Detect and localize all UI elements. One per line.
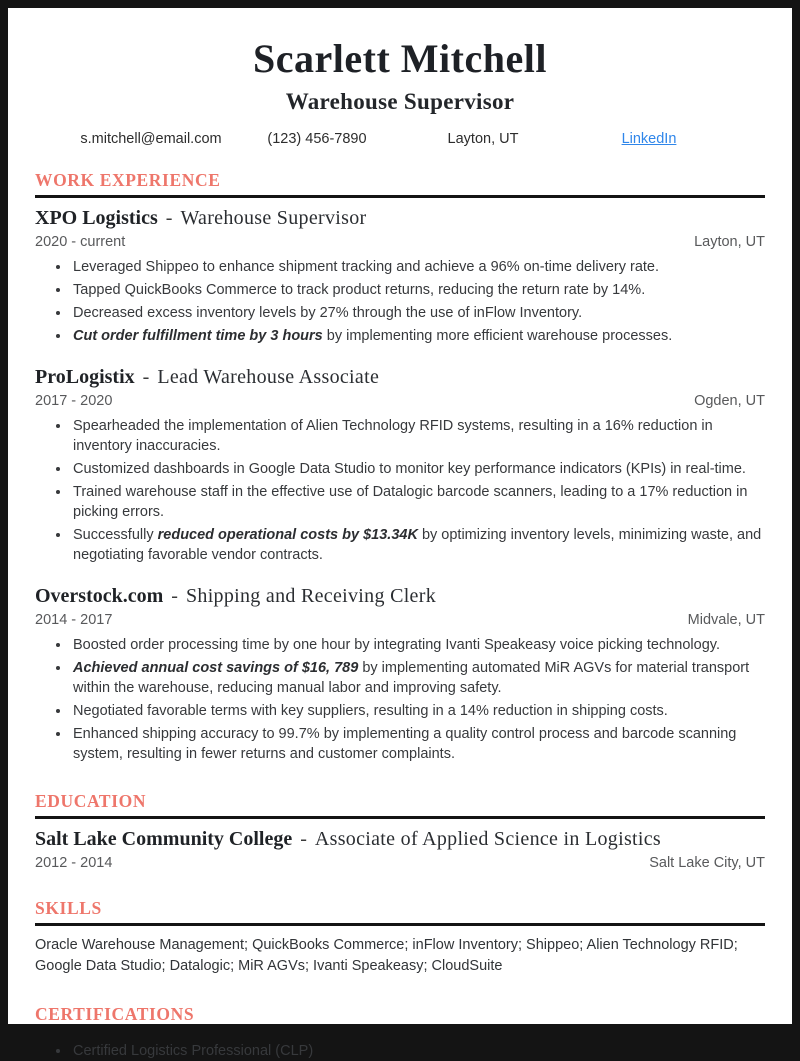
bullet-item [71, 525, 765, 565]
job-separator: - [143, 366, 150, 388]
education-separator: - [300, 828, 307, 850]
job-entry [35, 366, 765, 565]
work-entries [35, 207, 765, 764]
skills-list: Oracle Warehouse Management; QuickBooks Commerce; inFlow Inventory; Shippeo; Alien Technology RFID; Google Data Studio; Datalogic; MiR AGVs; Ivanti Speakeasy; CloudSuite [35, 935, 765, 977]
job-dates: 2020 - current [35, 234, 125, 250]
contact-row [68, 131, 732, 147]
contact-phone: (123) 456-7890 [234, 131, 400, 147]
job-bullets [35, 257, 765, 346]
section-divider [35, 195, 765, 198]
education-meta [35, 855, 765, 871]
bullet-item [71, 257, 765, 277]
bullet-text: Trained warehouse staff in the effective use of Datalogic barcode scanners, leading to a 17% reduction in picking errors. [73, 484, 747, 520]
contact-email: s.mitchell@email.com [68, 131, 234, 147]
section-skills [35, 898, 765, 977]
bullet-text: Customized dashboards in Google Data Studio to monitor key performance indicators (KPIs) in real-time. [73, 461, 746, 477]
section-title-education: EDUCATION [35, 791, 765, 812]
job-dates: 2017 - 2020 [35, 393, 112, 409]
section-title-certifications: CERTIFICATIONS [35, 1004, 765, 1025]
bullet-emphasis: Achieved annual cost savings of $16, 789 [73, 660, 358, 676]
bullet-text: by optimizing inventory levels, minimizing waste, and negotiating favorable vendor contracts. [73, 527, 761, 563]
bullet-item [71, 416, 765, 456]
bullet-text: Leveraged Shippeo to enhance shipment tracking and achieve a 96% on-time delivery rate. [73, 259, 659, 275]
job-role: Lead Warehouse Associate [157, 366, 379, 388]
job-separator: - [166, 207, 173, 229]
job-entry [35, 585, 765, 764]
job-header [35, 207, 765, 230]
job-bullets [35, 635, 765, 764]
job-location: Ogden, UT [694, 393, 765, 409]
bullet-text: Spearheaded the implementation of Alien Technology RFID systems, resulting in a 16% reduction in inventory inaccuracies. [73, 418, 713, 454]
bullet-text: by implementing automated MiR AGVs for material transport within the warehouse, reducing manual labor and improving safety. [73, 660, 749, 696]
bullet-item [71, 635, 765, 655]
job-meta [35, 393, 765, 409]
job-separator: - [171, 585, 178, 607]
job-role: Warehouse Supervisor [180, 207, 366, 229]
education-degree: Associate of Applied Science in Logistics [315, 828, 661, 850]
contact-location: Layton, UT [400, 131, 566, 147]
job-company: Overstock.com [35, 585, 163, 607]
bullet-text: Negotiated favorable terms with key suppliers, resulting in a 14% reduction in shipping costs. [73, 703, 668, 719]
job-header [35, 366, 765, 389]
bullet-text: Successfully [73, 527, 158, 543]
section-work-experience [35, 170, 765, 764]
job-bullets [35, 416, 765, 565]
bullet-emphasis: reduced operational costs by $13.34K [158, 527, 418, 543]
certification-item: • Certified Logistics Professional (CLP) [71, 1041, 765, 1061]
bullet-item [71, 280, 765, 300]
job-entry [35, 207, 765, 346]
education-location: Salt Lake City, UT [649, 855, 765, 871]
job-dates: 2014 - 2017 [35, 612, 112, 628]
bullet-text: Enhanced shipping accuracy to 99.7% by implementing a quality control process and barcode scanning system, resulting in fewer returns and customer complaints. [73, 726, 736, 762]
education-entry [35, 828, 765, 871]
linkedin-link[interactable]: LinkedIn [622, 131, 677, 147]
bullet-emphasis: Cut order fulfillment time by 3 hours [73, 328, 323, 344]
certifications-list [35, 1041, 765, 1061]
candidate-name: Scarlett Mitchell [35, 38, 765, 80]
bullet-item [71, 459, 765, 479]
bullet-text: Boosted order processing time by one hour by integrating Ivanti Speakeasy voice picking technology. [73, 637, 720, 653]
bullet-item [71, 658, 765, 698]
job-meta [35, 234, 765, 250]
section-title-work: WORK EXPERIENCE [35, 170, 765, 191]
bullet-text: Decreased excess inventory levels by 27% through the use of inFlow Inventory. [73, 305, 582, 321]
job-company: XPO Logistics [35, 207, 158, 229]
education-header [35, 828, 765, 851]
section-education [35, 791, 765, 871]
section-divider [35, 816, 765, 819]
section-certifications [35, 1004, 765, 1061]
education-school: Salt Lake Community College [35, 828, 292, 850]
bullet-item [71, 303, 765, 323]
section-title-skills: SKILLS [35, 898, 765, 919]
bullet-text: by implementing more efficient warehouse processes. [323, 328, 673, 344]
job-role: Shipping and Receiving Clerk [186, 585, 436, 607]
job-location: Midvale, UT [688, 612, 765, 628]
education-dates: 2012 - 2014 [35, 855, 112, 871]
bullet-item [71, 326, 765, 346]
job-header [35, 585, 765, 608]
bullet-item [71, 482, 765, 522]
section-divider [35, 923, 765, 926]
bullet-item [71, 701, 765, 721]
bullet-text: Tapped QuickBooks Commerce to track product returns, reducing the return rate by 14%. [73, 282, 645, 298]
bullet-item [71, 724, 765, 764]
job-meta [35, 612, 765, 628]
resume-page [8, 8, 792, 1024]
candidate-title: Warehouse Supervisor [35, 89, 765, 115]
job-company: ProLogistix [35, 366, 135, 388]
job-location: Layton, UT [694, 234, 765, 250]
